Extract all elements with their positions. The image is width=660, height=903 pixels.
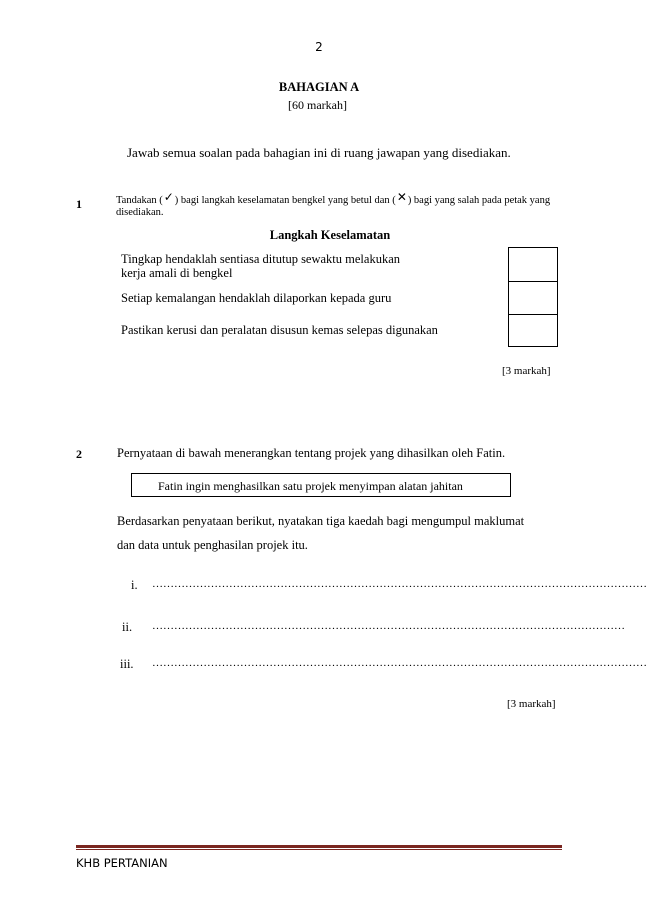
question-1-text-part1: Tandakan ( [116, 195, 163, 206]
question-1-text-part3: ) bagi yang salah pada petak yang disediakan. [116, 195, 551, 218]
question-2-text: Pernyataan di bawah menerangkan tentang projek yang dihasilkan oleh Fatin. [117, 446, 506, 460]
safety-step-2: Setiap kemalangan hendaklah dilaporkan kepada guru [121, 291, 392, 305]
footer-rule-thin [76, 849, 562, 850]
answer-label-iii: iii. [120, 657, 134, 671]
answer-box-2[interactable] [508, 281, 558, 315]
safety-step-3: Pastikan kerusi dan peralatan disusun kemas selepas digunakan [121, 323, 438, 337]
answer-label-i: i. [131, 578, 138, 592]
section-marks: [60 markah] [288, 98, 347, 112]
answer-line-iii[interactable]: ……………………………………………………………………………………………………………………… [152, 657, 647, 669]
safety-table-title: Langkah Keselamatan [269, 228, 391, 242]
section-instruction: Jawab semua soalan pada bahagian ini di ruang jawapan yang disediakan. [127, 145, 511, 160]
safety-step-1: Tingkap hendaklah sentiasa ditutup sewaktu melakukan kerja amali di bengkel [121, 252, 400, 280]
answer-box-1[interactable] [508, 247, 558, 282]
question-1-text: Tandakan ( ✓ ) bagi langkah keselamatan bengkel yang betul dan ( ✕ ) bagi yang salah pada petak yang disediakan. [116, 190, 551, 218]
answer-line-i[interactable]: ……………………………………………………………………………………………………………………… [152, 578, 647, 590]
question-2-number: 2 [76, 447, 82, 461]
question-2-marks: [3 markah] [507, 698, 556, 710]
question-1-number: 1 [76, 197, 82, 211]
section-title: BAHAGIAN A [278, 80, 360, 94]
footer-rule [76, 845, 562, 848]
statement-text: Fatin ingin menghasilkan satu projek menyimpan alatan jahitan [158, 479, 463, 493]
question-2-prompt-line2: dan data untuk penghasilan projek itu. [117, 538, 308, 552]
answer-label-ii: ii. [122, 620, 133, 634]
question-2-prompt-line1: Berdasarkan penyataan berikut, nyatakan tiga kaedah bagi mengumpul maklumat [117, 514, 525, 528]
footer-text: KHB PERTANIAN [76, 856, 168, 870]
answer-line-ii[interactable]: ………………………………………………………………………………………………………………… [152, 620, 625, 632]
question-1-marks: [3 markah] [502, 365, 551, 377]
answer-box-3[interactable] [508, 314, 558, 347]
page-number: 2 [315, 40, 323, 54]
question-1-text-part2: ) bagi langkah keselamatan bengkel yang betul dan ( [174, 195, 396, 206]
